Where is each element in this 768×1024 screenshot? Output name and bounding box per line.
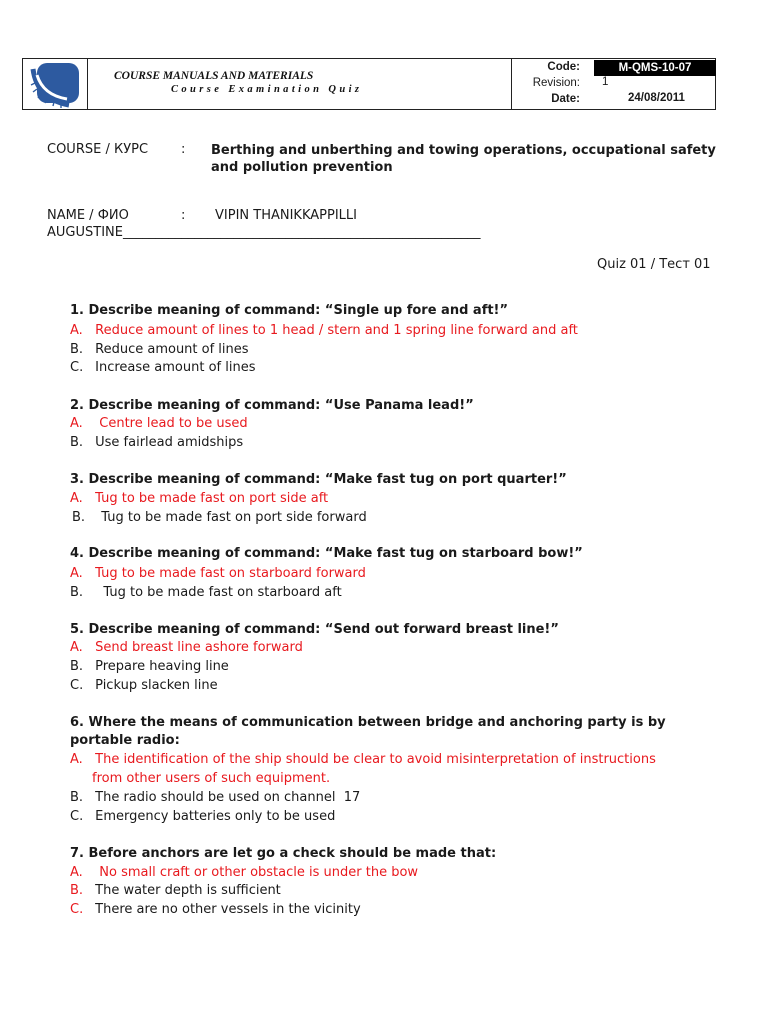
date-value: 24/08/2011 [628,92,685,104]
option-letter: B. [70,883,84,898]
option-text: The identification of the ship should be clear to avoid misinterpretation of instructions [95,752,656,767]
q1-option-b [70,342,249,357]
q5-option-b [70,659,229,674]
option-text: No small craft or other obstacle is under the bow [95,865,419,880]
option-text: Tug to be made fast on starboard aft [95,585,342,600]
question-2: 2. Describe meaning of command: “Use Panama lead!” [70,398,474,413]
option-letter: C. [70,360,84,375]
q2-option-a [70,416,248,431]
company-logo [23,59,88,109]
header-title: COURSE MANUALS AND MATERIALS [114,70,314,82]
code-value: M-QMS-10-07 [594,60,716,76]
name-value-continued: AUGUSTINE_______________________________________________________ [47,225,481,240]
q6-option-a-continued: from other users of such equipment. [92,771,331,786]
option-letter: A. [70,416,83,431]
option-text: Centre lead to be used [95,416,248,431]
option-letter: C. [70,678,84,693]
option-letter: A. [70,323,83,338]
option-letter: B. [72,510,86,525]
q3-option-a [70,491,328,506]
option-text: Increase amount of lines [95,360,256,375]
option-text: Tug to be made fast on port side forward [97,510,367,525]
question-3: 3. Describe meaning of command: “Make fast tug on port quarter!” [70,472,567,487]
option-text: Send breast line ashore forward [95,640,303,655]
option-text: There are no other vessels in the vicinity [95,902,361,917]
option-letter: A. [70,640,83,655]
option-letter: B. [70,790,84,805]
question-7: 7. Before anchors are let go a check should be made that: [70,846,497,861]
option-letter: B. [70,435,84,450]
option-letter: A. [70,491,83,506]
date-label: Date: [551,93,580,105]
revision-label: Revision: [532,77,580,89]
revision-value: 1 [602,76,609,88]
option-text: Prepare heaving line [95,659,229,674]
option-text: Reduce amount of lines to 1 head / stern and 1 spring line forward and aft [95,323,578,338]
q7-option-b [70,883,281,898]
quiz-label: Quiz 01 / Тест 01 [597,257,711,272]
option-letter: C. [70,809,84,824]
q1-option-a [70,323,578,338]
course-value: Berthing and unberthing and towing operations, occupational safety and pollution prevention [211,143,716,175]
q7-option-a [70,865,418,880]
option-text: Emergency batteries only to be used [95,809,336,824]
option-letter: A. [70,752,83,767]
option-text: Tug to be made fast on starboard forward [95,566,366,581]
question-6: 6. Where the means of communication between bridge and anchoring party is by [70,715,666,730]
option-letter: B. [70,342,84,357]
q4-option-a [70,566,366,581]
document-meta [511,59,716,109]
option-letter: A. [70,865,83,880]
q3-option-b [72,510,367,525]
question-1: 1. Describe meaning of command: “Single up fore and aft!” [70,303,509,318]
name-value: VIPIN THANIKKAPPILLI [215,208,357,223]
option-text: The radio should be used on channel 17 [95,790,361,805]
question-5: 5. Describe meaning of command: “Send out forward breast line!” [70,622,559,637]
option-text: Pickup slacken line [95,678,218,693]
option-letter: C. [70,902,84,917]
option-letter: B. [70,585,84,600]
option-text: The water depth is sufficient [95,883,281,898]
question-4: 4. Describe meaning of command: “Make fast tug on starboard bow!” [70,546,583,561]
course-label: COURSE / КУРС [47,142,149,157]
name-label: NAME / ФИО [47,208,129,223]
option-letter: B. [70,659,84,674]
code-label: Code: [547,61,580,73]
document-header [22,58,716,110]
q5-option-c [70,678,218,693]
q4-option-b [70,585,342,600]
option-text: Use fairlead amidships [95,435,244,450]
q2-option-b [70,435,243,450]
header-titles [114,70,362,95]
q6-option-a [70,752,656,767]
q7-option-c [70,902,361,917]
option-text: Reduce amount of lines [95,342,249,357]
q6-option-b [70,790,360,805]
name-colon: : [181,208,186,223]
q5-option-a [70,640,303,655]
course-colon: : [181,142,186,157]
q1-option-c [70,360,255,375]
header-subtitle: Course Examination Quiz [171,84,363,95]
option-text: Tug to be made fast on port side aft [95,491,329,506]
question-6-continued: portable radio: [70,733,180,748]
option-letter: A. [70,566,83,581]
logo-emblem-icon [23,59,87,109]
q6-option-c [70,809,335,824]
